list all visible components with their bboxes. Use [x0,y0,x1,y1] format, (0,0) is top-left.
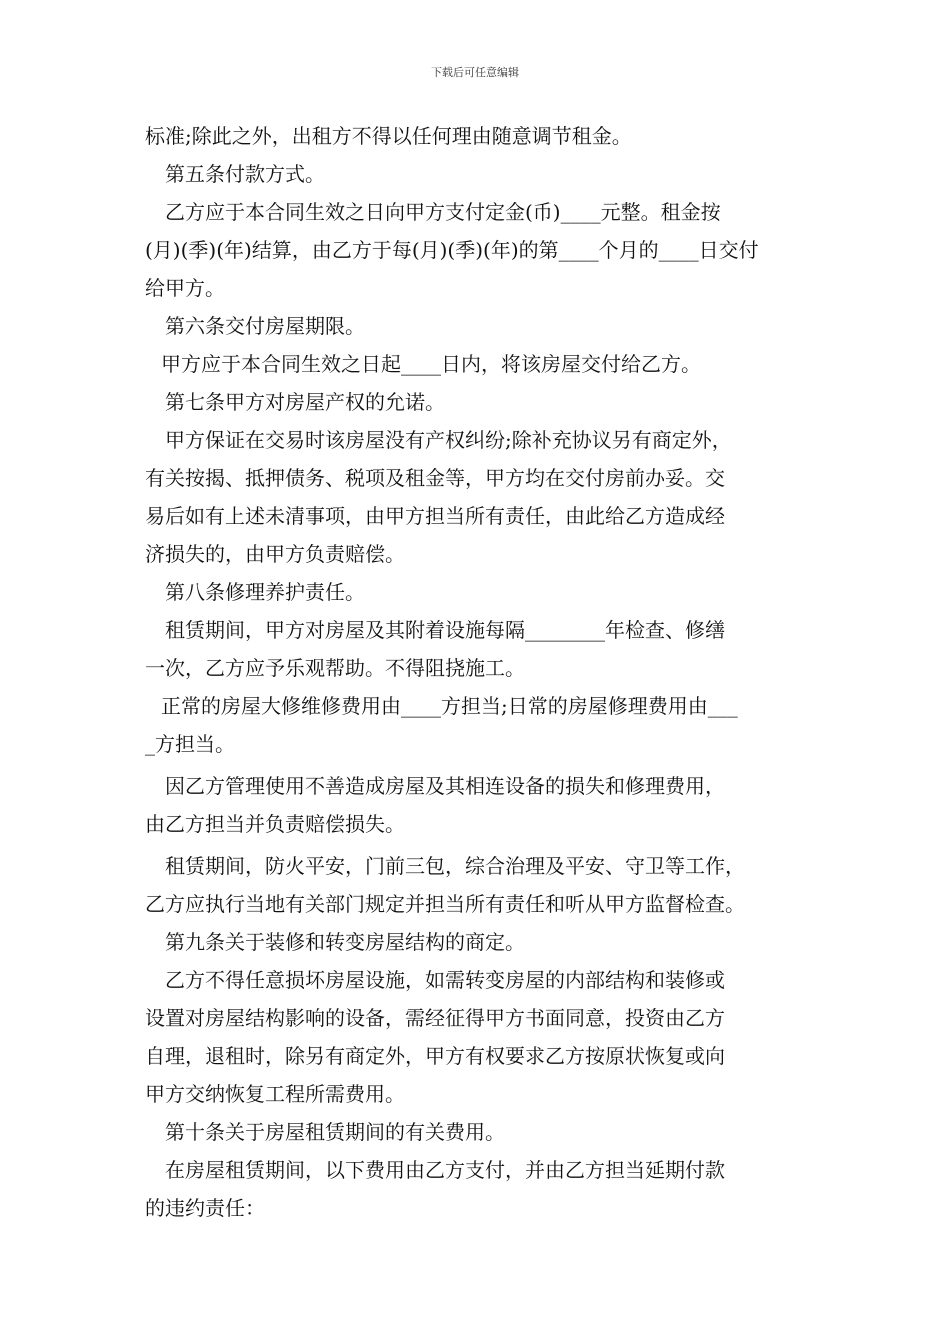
paragraph-line: 甲方保证在交易时该房屋没有产权纠纷;除补充协议另有商定外， [165,428,732,452]
paragraph-line: 给甲方。 [145,276,225,300]
page-header-note: 下载后可任意编辑 [431,66,519,79]
paragraph-line: 由乙方担当并负责赔偿损失。 [145,812,405,836]
document-body [145,117,815,1227]
section-heading-5: 第五条付款方式。 [165,162,325,186]
paragraph-line: 乙方应执行当地有关部门规定并担当所有责任和听从甲方监督检查。 [145,892,745,916]
paragraph-line: 标准;除此之外，出租方不得以任何理由随意调节租金。 [145,124,632,148]
paragraph-line: 甲方交纳恢复工程所需费用。 [145,1082,405,1106]
paragraph-line: 济损失的，由甲方负责赔偿。 [145,542,405,566]
paragraph-line: 租赁期间，甲方对房屋及其附着设施每隔________年检查、修缮 [165,618,725,642]
paragraph-line: 租赁期间，防火平安，门前三包，综合治理及平安、守卫等工作， [165,854,745,878]
paragraph-line: 乙方不得任意损坏房屋设施，如需转变房屋的内部结构和装修或 [165,968,725,992]
paragraph-line: 乙方应于本合同生效之日向甲方支付定金(币)____元整。租金按 [165,200,721,224]
section-heading-7: 第七条甲方对房屋产权的允诺。 [165,390,445,414]
section-heading-9: 第九条关于装修和转变房屋结构的商定。 [165,930,525,954]
paragraph-line: _方担当。 [145,732,235,756]
paragraph-line: 一次，乙方应予乐观帮助。不得阻挠施工。 [145,656,525,680]
paragraph-line: 甲方应于本合同生效之日起____日内，将该房屋交付给乙方。 [161,352,701,376]
paragraph-line: 在房屋租赁期间，以下费用由乙方支付，并由乙方担当延期付款 [165,1158,725,1182]
paragraph-line: 有关按揭、抵押债务、税项及租金等，甲方均在交付房前办妥。交 [145,466,725,490]
section-heading-10: 第十条关于房屋租赁期间的有关费用。 [165,1120,505,1144]
paragraph-line: 正常的房屋大修维修费用由____方担当;日常的房屋修理费用由___ [161,694,738,718]
section-heading-8: 第八条修理养护责任。 [165,580,365,604]
paragraph-line: 易后如有上述未清事项，由甲方担当所有责任，由此给乙方造成经 [145,504,725,528]
paragraph-line: 设置对房屋结构影响的设备，需经征得甲方书面同意，投资由乙方 [145,1006,725,1030]
paragraph-line: (月)(季)(年)结算，由乙方于每(月)(季)(年)的第____个月的____日交付 [145,238,759,262]
paragraph-line: 自理，退租时，除另有商定外，甲方有权要求乙方按原状恢复或向 [145,1044,725,1068]
paragraph-line: 因乙方管理使用不善造成房屋及其相连设备的损失和修理费用， [165,774,725,798]
section-heading-6: 第六条交付房屋期限。 [165,314,365,338]
paragraph-line: 的违约责任： [145,1196,265,1220]
